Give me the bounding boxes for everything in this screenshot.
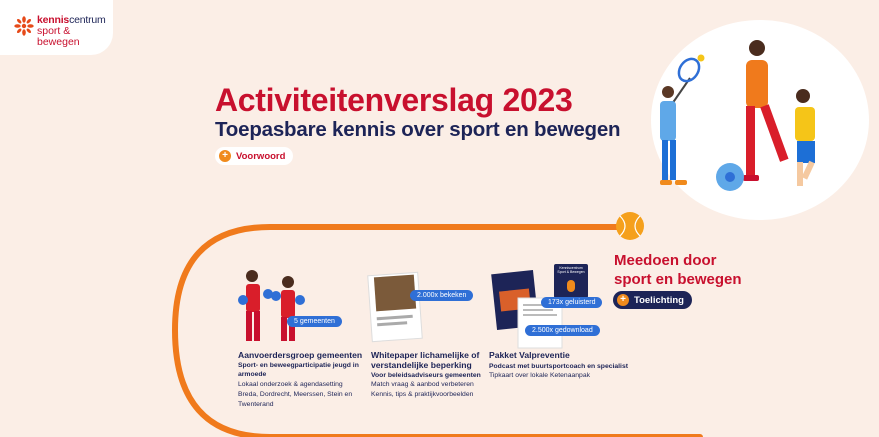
logo-brand-part2: centrum bbox=[69, 14, 106, 26]
plus-icon: + bbox=[617, 294, 629, 306]
section-heading-line1: Meedoen door bbox=[614, 252, 717, 269]
adult-figure bbox=[743, 40, 789, 181]
toelichting-label: Toelichting bbox=[634, 294, 684, 306]
section-heading-line2: sport en bewegen bbox=[614, 271, 742, 288]
plus-icon: + bbox=[219, 150, 231, 162]
card-body bbox=[371, 380, 474, 400]
logo-brand-part1: kennis bbox=[37, 14, 70, 26]
card-subtitle-line: Sport- en beweegparticipatie jeugd in bbox=[238, 362, 359, 369]
card-body-line: Twenterand bbox=[238, 401, 274, 408]
badge-gedownload: 2.500x gedownload bbox=[525, 325, 600, 336]
podcast-label-2: Sport & Bewegen bbox=[557, 270, 585, 274]
logo-brand-line2: sport & bewegen bbox=[37, 25, 80, 48]
card-title-line: verstandelijke beperking bbox=[371, 360, 472, 370]
card-subtitle-line: armoede bbox=[238, 371, 267, 378]
boy-figure bbox=[795, 89, 815, 186]
badge-bekeken: 2.000x bekeken bbox=[410, 290, 473, 301]
card-title bbox=[371, 350, 479, 370]
card-title-line: Whitepaper lichamelijke of bbox=[371, 350, 480, 360]
card-body-line: Lokaal onderzoek & agendasetting bbox=[238, 381, 343, 388]
card-subtitle: Podcast met buurtsportcoach en specialist bbox=[489, 363, 628, 370]
voorwoord-label: Voorwoord bbox=[236, 150, 286, 162]
page-title: Activiteitenverslag 2023 bbox=[215, 82, 573, 118]
card-body-line: Kennis, tips & praktijkvoorbeelden bbox=[371, 391, 474, 398]
badge-geluisterd: 173x geluisterd bbox=[541, 297, 602, 308]
card-title: Aanvoerdersgroep gemeenten bbox=[238, 350, 363, 360]
podcast-label-1: Kenniscentrum bbox=[559, 266, 583, 270]
card-body-line: Match vraag & aanbod verbeteren bbox=[371, 381, 474, 388]
card-title: Pakket Valpreventie bbox=[489, 350, 570, 360]
boxing-kids-illustration bbox=[238, 270, 305, 341]
whitepaper-illustration bbox=[368, 272, 422, 341]
badge-gemeenten: 5 gemeenten bbox=[287, 316, 342, 327]
card-body bbox=[238, 380, 352, 410]
podcast-cover-label bbox=[556, 266, 586, 274]
card-subtitle: Voor beleidsadviseurs gemeenten bbox=[371, 372, 481, 379]
toelichting-button[interactable] bbox=[613, 291, 692, 309]
section-heading bbox=[614, 251, 742, 289]
child-with-racket-figure bbox=[660, 55, 705, 186]
card-body-line: Breda, Dordrecht, Meerssen, Stein en bbox=[238, 391, 353, 398]
card-subtitle bbox=[238, 361, 359, 379]
page-subtitle: Toepasbare kennis over sport en bewegen bbox=[215, 118, 621, 141]
card-body: Tipkaart over lokale Ketenaanpak bbox=[489, 372, 591, 379]
